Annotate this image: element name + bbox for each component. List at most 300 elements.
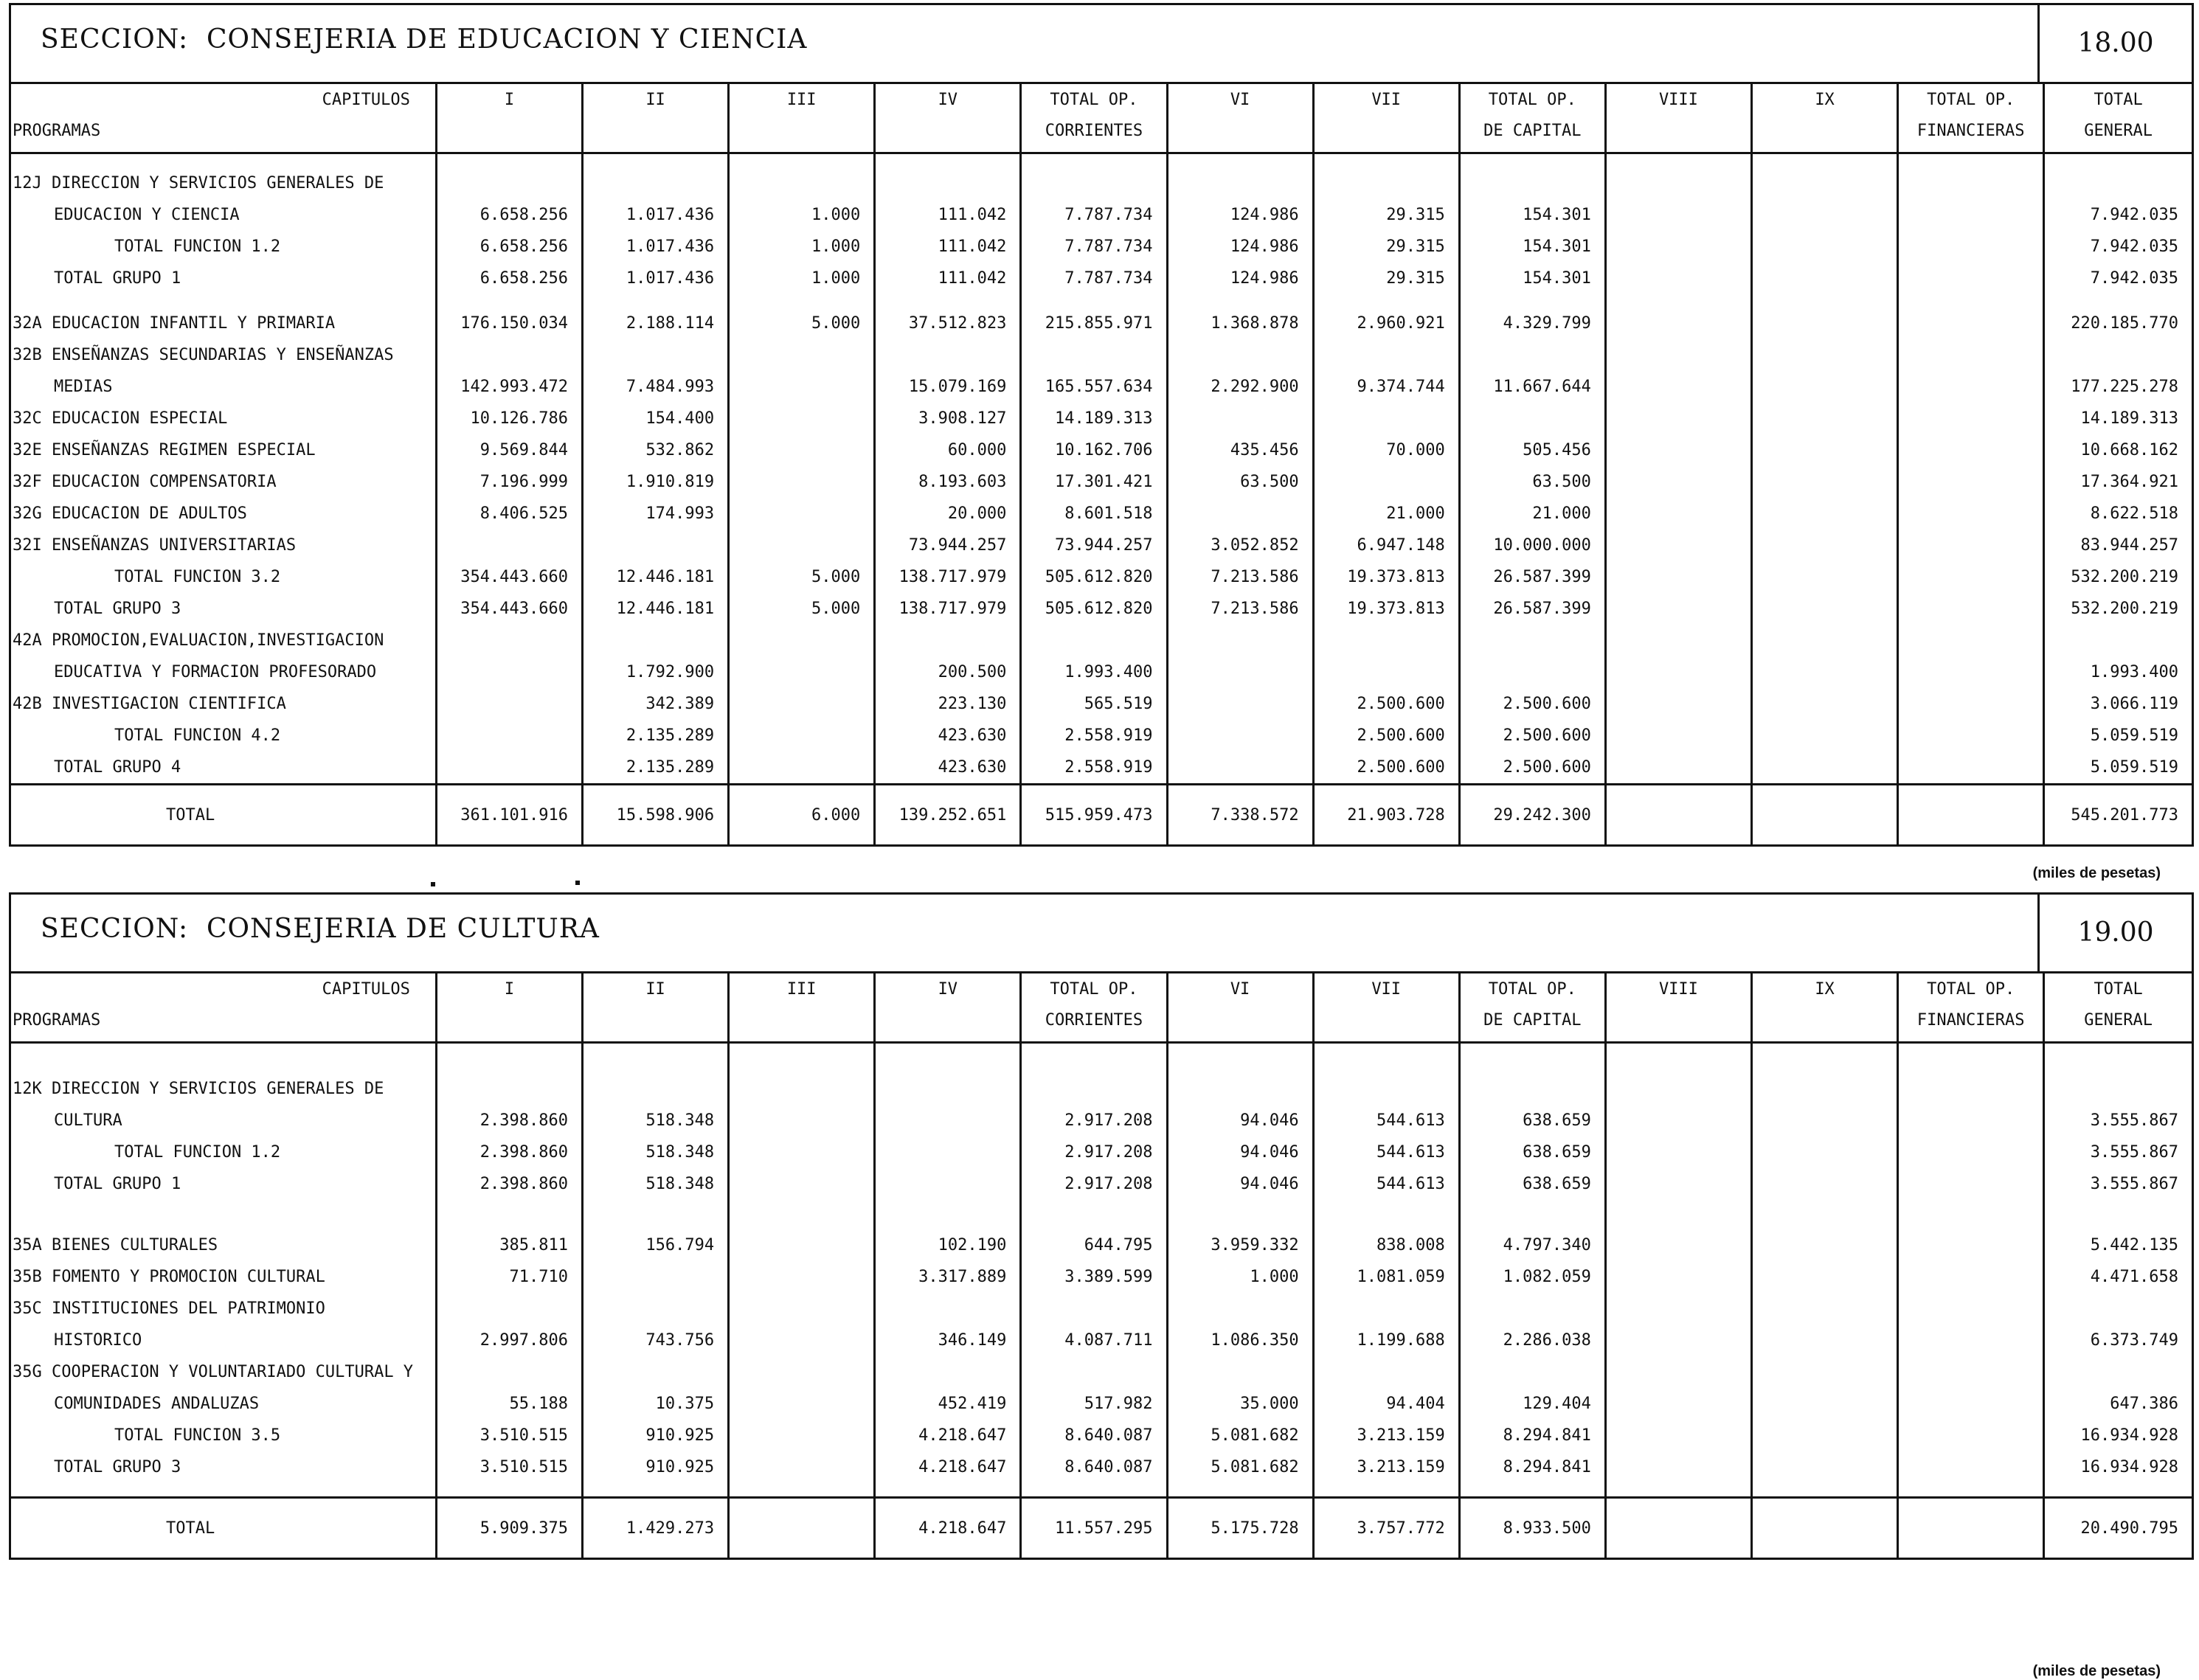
value-cell: 7.196.999	[436, 466, 582, 498]
value-cell	[1898, 530, 2044, 561]
value-cell	[729, 1293, 875, 1325]
spacer-cell	[1021, 153, 1167, 168]
spacer-cell	[729, 294, 875, 308]
column-header	[1605, 1004, 1751, 1035]
value-cell	[1605, 1325, 1751, 1356]
value-cell: 5.000	[729, 561, 875, 593]
total-value-cell: 29.242.300	[1459, 785, 1605, 845]
value-cell: 6.373.749	[2044, 1325, 2192, 1356]
value-cell: 94.404	[1313, 1388, 1459, 1420]
value-cell: 4.218.647	[875, 1420, 1021, 1451]
column-header	[1313, 1004, 1459, 1035]
column-header: CORRIENTES	[1021, 115, 1167, 146]
value-cell	[1752, 688, 1898, 720]
value-cell: 2.500.600	[1459, 720, 1605, 752]
value-cell	[2044, 625, 2192, 656]
column-header	[583, 115, 729, 146]
program-label: 32B ENSEÑANZAS SECUNDARIAS Y ENSEÑANZAS	[13, 346, 394, 364]
value-cell: 518.348	[583, 1168, 729, 1200]
value-cell	[729, 1451, 875, 1483]
program-label: COMUNIDADES ANDALUZAS	[54, 1395, 260, 1413]
header-spacer	[583, 146, 729, 153]
table-row	[11, 231, 2192, 263]
value-cell	[1605, 1356, 1751, 1388]
value-cell: 7.787.734	[1021, 199, 1167, 231]
value-cell: 8.640.087	[1021, 1420, 1167, 1451]
value-cell: 1.368.878	[1167, 308, 1313, 339]
value-cell	[1021, 1293, 1167, 1325]
table-row	[11, 1261, 2192, 1293]
value-cell	[729, 1388, 875, 1420]
value-cell: 124.986	[1167, 199, 1313, 231]
value-cell	[729, 720, 875, 752]
table-row	[11, 1073, 2192, 1105]
value-cell	[875, 167, 1021, 199]
header-spacer	[1752, 146, 1898, 153]
value-cell: 2.917.208	[1021, 1168, 1167, 1200]
value-cell: 4.087.711	[1021, 1325, 1167, 1356]
value-cell: 29.315	[1313, 199, 1459, 231]
value-cell	[1167, 339, 1313, 371]
total-value-cell	[1605, 1498, 1751, 1558]
value-cell	[1752, 1261, 1898, 1293]
header-spacer	[1605, 146, 1751, 153]
value-cell: 7.787.734	[1021, 231, 1167, 263]
table-row	[11, 1451, 2192, 1483]
value-cell: 5.059.519	[2044, 752, 2192, 785]
column-header: CORRIENTES	[1021, 1004, 1167, 1035]
value-cell	[583, 167, 729, 199]
value-cell: 1.910.819	[583, 466, 729, 498]
table-row	[11, 1168, 2192, 1200]
value-cell	[729, 1261, 875, 1293]
total-value-cell	[1752, 785, 1898, 845]
spacer-cell	[875, 1043, 1021, 1074]
value-cell	[1752, 339, 1898, 371]
value-cell	[1605, 593, 1751, 625]
table-row	[11, 403, 2192, 434]
value-cell	[1167, 720, 1313, 752]
section-code: 18.00	[2037, 5, 2192, 82]
value-cell	[436, 530, 582, 561]
value-cell: 354.443.660	[436, 593, 582, 625]
spacer-cell	[2044, 1483, 2192, 1498]
header-row	[11, 115, 2192, 146]
program-label: TOTAL GRUPO 1	[54, 1175, 181, 1193]
value-cell: 165.557.634	[1021, 371, 1167, 403]
value-cell: 2.135.289	[583, 752, 729, 785]
column-header: VIII	[1605, 973, 1751, 1004]
value-cell	[875, 1168, 1021, 1200]
value-cell: 2.917.208	[1021, 1105, 1167, 1136]
column-header: IX	[1752, 84, 1898, 115]
value-cell: 16.934.928	[2044, 1420, 2192, 1451]
value-cell: 154.400	[583, 403, 729, 434]
program-label: TOTAL GRUPO 3	[54, 600, 181, 618]
program-label: TOTAL FUNCION 1.2	[114, 1143, 281, 1162]
value-cell	[1898, 1136, 2044, 1168]
value-cell	[583, 339, 729, 371]
value-cell	[729, 498, 875, 530]
units-note: (miles de pesetas)	[2032, 1663, 2161, 1679]
value-cell: 838.008	[1313, 1229, 1459, 1261]
value-cell	[1021, 625, 1167, 656]
table-row	[11, 498, 2192, 530]
value-cell	[1605, 1073, 1751, 1105]
value-cell	[1752, 530, 1898, 561]
spacer-cell	[729, 1200, 875, 1229]
column-header	[875, 1004, 1021, 1035]
value-cell: 5.059.519	[2044, 720, 2192, 752]
value-cell	[1605, 231, 1751, 263]
value-cell	[1752, 167, 1898, 199]
value-cell	[1167, 752, 1313, 785]
value-cell	[1167, 1293, 1313, 1325]
value-cell	[1898, 1451, 2044, 1483]
value-cell	[1313, 167, 1459, 199]
total-value-cell	[1898, 785, 2044, 845]
value-cell	[729, 752, 875, 785]
value-cell: 8.294.841	[1459, 1420, 1605, 1451]
value-cell	[2044, 339, 2192, 371]
section-title: SECCION: CONSEJERIA DE CULTURA	[41, 914, 600, 944]
value-cell: 2.500.600	[1459, 688, 1605, 720]
value-cell	[1752, 498, 1898, 530]
value-cell	[729, 403, 875, 434]
program-label: HISTORICO	[54, 1331, 142, 1350]
value-cell	[2044, 1356, 2192, 1388]
value-cell	[583, 1073, 729, 1105]
table-row	[11, 625, 2192, 656]
value-cell: 2.960.921	[1313, 308, 1459, 339]
value-cell: 5.081.682	[1167, 1451, 1313, 1483]
value-cell	[1167, 1073, 1313, 1105]
value-cell	[1313, 339, 1459, 371]
value-cell	[1605, 1293, 1751, 1325]
spacer-cell	[1605, 1200, 1751, 1229]
value-cell: 37.512.823	[875, 308, 1021, 339]
value-cell	[1605, 1136, 1751, 1168]
value-cell: 10.126.786	[436, 403, 582, 434]
value-cell	[1605, 199, 1751, 231]
table-row	[11, 339, 2192, 371]
value-cell: 2.398.860	[436, 1136, 582, 1168]
table-row	[11, 1293, 2192, 1325]
value-cell: 2.398.860	[436, 1105, 582, 1136]
spacer-cell	[2044, 153, 2192, 168]
header-spacer	[1459, 1035, 1605, 1043]
value-cell: 1.993.400	[1021, 656, 1167, 688]
value-cell	[729, 688, 875, 720]
value-cell	[1898, 434, 2044, 466]
spacer-cell	[729, 1483, 875, 1498]
value-cell	[436, 1073, 582, 1105]
value-cell	[1605, 308, 1751, 339]
column-header: II	[583, 84, 729, 115]
total-value-cell: 4.218.647	[875, 1498, 1021, 1558]
table-row	[11, 752, 2192, 785]
value-cell: 8.406.525	[436, 498, 582, 530]
value-cell: 2.398.860	[436, 1168, 582, 1200]
value-cell: 29.315	[1313, 263, 1459, 294]
value-cell: 544.613	[1313, 1136, 1459, 1168]
value-cell: 138.717.979	[875, 593, 1021, 625]
capitulos-label: CAPITULOS	[322, 979, 410, 999]
spacer-cell	[1459, 1200, 1605, 1229]
value-cell	[1021, 1073, 1167, 1105]
program-label: 32A EDUCACION INFANTIL Y PRIMARIA	[13, 314, 336, 333]
spacer-cell	[1313, 153, 1459, 168]
value-cell: 3.213.159	[1313, 1420, 1459, 1451]
value-cell	[1605, 625, 1751, 656]
value-cell: 5.000	[729, 308, 875, 339]
programas-label: PROGRAMAS	[13, 121, 101, 140]
value-cell	[729, 434, 875, 466]
header-spacer	[436, 1035, 582, 1043]
value-cell	[1898, 167, 2044, 199]
value-cell	[1752, 1073, 1898, 1105]
program-label: TOTAL FUNCION 3.5	[114, 1426, 281, 1445]
column-header	[1752, 115, 1898, 146]
value-cell	[1313, 403, 1459, 434]
spacer-row	[11, 153, 2192, 168]
value-cell	[1167, 688, 1313, 720]
value-cell: 20.000	[875, 498, 1021, 530]
spacer-cell	[1021, 1483, 1167, 1498]
value-cell	[1752, 1293, 1898, 1325]
value-cell: 532.200.219	[2044, 561, 2192, 593]
value-cell: 518.348	[583, 1136, 729, 1168]
program-label: 12J DIRECCION Y SERVICIOS GENERALES DE	[13, 174, 384, 192]
value-cell: 5.000	[729, 593, 875, 625]
value-cell: 176.150.034	[436, 308, 582, 339]
total-value-cell: 515.959.473	[1021, 785, 1167, 845]
spacer-cell	[1752, 1483, 1898, 1498]
value-cell: 452.419	[875, 1388, 1021, 1420]
column-header	[729, 1004, 875, 1035]
spacer-row	[11, 1483, 2192, 1498]
header-spacer	[1167, 1035, 1313, 1043]
spacer-cell	[1752, 1043, 1898, 1074]
value-cell: 2.500.600	[1313, 752, 1459, 785]
value-cell	[1313, 1073, 1459, 1105]
value-cell: 518.348	[583, 1105, 729, 1136]
header-spacer	[875, 146, 1021, 153]
spacer-row	[11, 294, 2192, 308]
header-spacer	[436, 146, 582, 153]
header-spacer	[11, 146, 436, 153]
value-cell	[1605, 263, 1751, 294]
value-cell: 1.000	[729, 263, 875, 294]
program-label: 32C EDUCACION ESPECIAL	[13, 409, 228, 428]
value-cell: 638.659	[1459, 1168, 1605, 1200]
header-spacer	[583, 1035, 729, 1043]
value-cell: 2.500.600	[1459, 752, 1605, 785]
column-header: I	[436, 973, 582, 1004]
value-cell: 910.925	[583, 1451, 729, 1483]
value-cell: 3.908.127	[875, 403, 1021, 434]
value-cell	[875, 1105, 1021, 1136]
value-cell: 435.456	[1167, 434, 1313, 466]
value-cell	[729, 1105, 875, 1136]
total-row	[11, 785, 2192, 845]
value-cell	[583, 1293, 729, 1325]
value-cell: 156.794	[583, 1229, 729, 1261]
program-label: 42B INVESTIGACION CIENTIFICA	[13, 695, 286, 713]
table-row	[11, 720, 2192, 752]
value-cell	[583, 1261, 729, 1293]
value-cell: 14.189.313	[2044, 403, 2192, 434]
value-cell	[1752, 752, 1898, 785]
value-cell: 124.986	[1167, 263, 1313, 294]
header-spacer	[1167, 146, 1313, 153]
column-header: TOTAL OP.	[1898, 973, 2044, 1004]
value-cell: 21.000	[1313, 498, 1459, 530]
column-header: GENERAL	[2044, 115, 2192, 146]
value-cell: 111.042	[875, 231, 1021, 263]
value-cell: 7.213.586	[1167, 593, 1313, 625]
value-cell	[1021, 339, 1167, 371]
table-row	[11, 530, 2192, 561]
value-cell	[1605, 339, 1751, 371]
value-cell	[1898, 339, 2044, 371]
table-row	[11, 1388, 2192, 1420]
value-cell	[1605, 1388, 1751, 1420]
value-cell	[1898, 1261, 2044, 1293]
total-value-cell: 8.933.500	[1459, 1498, 1605, 1558]
value-cell: 1.000	[729, 231, 875, 263]
value-cell	[1898, 1073, 2044, 1105]
spacer-cell	[436, 1200, 582, 1229]
value-cell: 73.944.257	[1021, 530, 1167, 561]
capitulos-label: CAPITULOS	[322, 90, 410, 109]
section-header	[11, 5, 2192, 84]
value-cell	[1898, 1356, 2044, 1388]
value-cell: 9.569.844	[436, 434, 582, 466]
value-cell: 102.190	[875, 1229, 1021, 1261]
spacer-row	[11, 1043, 2192, 1074]
value-cell: 354.443.660	[436, 561, 582, 593]
value-cell	[436, 688, 582, 720]
value-cell: 2.500.600	[1313, 688, 1459, 720]
total-value-cell: 139.252.651	[875, 785, 1021, 845]
value-cell: 17.364.921	[2044, 466, 2192, 498]
value-cell: 2.135.289	[583, 720, 729, 752]
value-cell: 5.442.135	[2044, 1229, 2192, 1261]
program-label: 32E ENSEÑANZAS REGIMEN ESPECIAL	[13, 441, 316, 459]
value-cell	[1605, 466, 1751, 498]
value-cell	[1898, 263, 2044, 294]
header-row	[11, 84, 2192, 115]
value-cell: 17.301.421	[1021, 466, 1167, 498]
spacer-cell	[1313, 1200, 1459, 1229]
value-cell: 7.942.035	[2044, 263, 2192, 294]
value-cell	[2044, 167, 2192, 199]
table-row	[11, 593, 2192, 625]
value-cell: 19.373.813	[1313, 561, 1459, 593]
value-cell: 346.149	[875, 1325, 1021, 1356]
value-cell	[1898, 403, 2044, 434]
table-row	[11, 1325, 2192, 1356]
value-cell: 55.188	[436, 1388, 582, 1420]
value-cell	[875, 1293, 1021, 1325]
value-cell	[1605, 1451, 1751, 1483]
value-cell: 111.042	[875, 199, 1021, 231]
value-cell: 154.301	[1459, 199, 1605, 231]
value-cell	[1898, 371, 2044, 403]
header-spacer	[2044, 1035, 2192, 1043]
column-header: III	[729, 973, 875, 1004]
value-cell	[1898, 656, 2044, 688]
column-header	[583, 1004, 729, 1035]
column-header	[729, 115, 875, 146]
value-cell	[436, 339, 582, 371]
value-cell: 2.500.600	[1313, 720, 1459, 752]
value-cell	[1752, 1420, 1898, 1451]
scan-speck	[575, 881, 580, 885]
value-cell: 3.555.867	[2044, 1136, 2192, 1168]
header-spacer	[1313, 146, 1459, 153]
program-label: 35C INSTITUCIONES DEL PATRIMONIO	[13, 1299, 325, 1318]
value-cell: 342.389	[583, 688, 729, 720]
section-table-cultura	[9, 892, 2194, 1560]
spacer-cell	[1752, 294, 1898, 308]
value-cell: 2.997.806	[436, 1325, 582, 1356]
value-cell: 505.612.820	[1021, 561, 1167, 593]
table-header	[11, 84, 2192, 153]
program-label: TOTAL GRUPO 3	[54, 1458, 181, 1476]
value-cell: 3.066.119	[2044, 688, 2192, 720]
value-cell: 4.797.340	[1459, 1229, 1605, 1261]
value-cell: 6.658.256	[436, 263, 582, 294]
column-header	[436, 115, 582, 146]
spacer-cell	[583, 1200, 729, 1229]
spacer-cell	[11, 1483, 436, 1498]
value-cell	[729, 1136, 875, 1168]
value-cell	[1605, 530, 1751, 561]
table-row	[11, 308, 2192, 339]
table-row	[11, 688, 2192, 720]
value-cell	[1752, 1136, 1898, 1168]
value-cell	[583, 625, 729, 656]
value-cell: 423.630	[875, 720, 1021, 752]
spacer-cell	[1313, 294, 1459, 308]
value-cell: 73.944.257	[875, 530, 1021, 561]
value-cell	[1898, 199, 2044, 231]
spacer-cell	[1752, 1200, 1898, 1229]
table-row	[11, 466, 2192, 498]
value-cell	[729, 1356, 875, 1388]
column-header	[1167, 1004, 1313, 1035]
programas-label: PROGRAMAS	[13, 1010, 101, 1030]
value-cell	[1605, 167, 1751, 199]
spacer-cell	[1459, 1043, 1605, 1074]
total-value-cell: 5.909.375	[436, 1498, 582, 1558]
value-cell	[436, 656, 582, 688]
spacer-cell	[11, 1200, 436, 1229]
value-cell: 385.811	[436, 1229, 582, 1261]
value-cell	[1898, 308, 2044, 339]
column-header: TOTAL OP.	[1898, 84, 2044, 115]
value-cell	[1605, 1261, 1751, 1293]
value-cell: 910.925	[583, 1420, 729, 1451]
value-cell	[583, 1356, 729, 1388]
value-cell: 70.000	[1313, 434, 1459, 466]
value-cell	[436, 752, 582, 785]
program-label: 35G COOPERACION Y VOLUNTARIADO CULTURAL Y	[13, 1363, 414, 1381]
value-cell: 6.658.256	[436, 231, 582, 263]
value-cell	[1605, 720, 1751, 752]
